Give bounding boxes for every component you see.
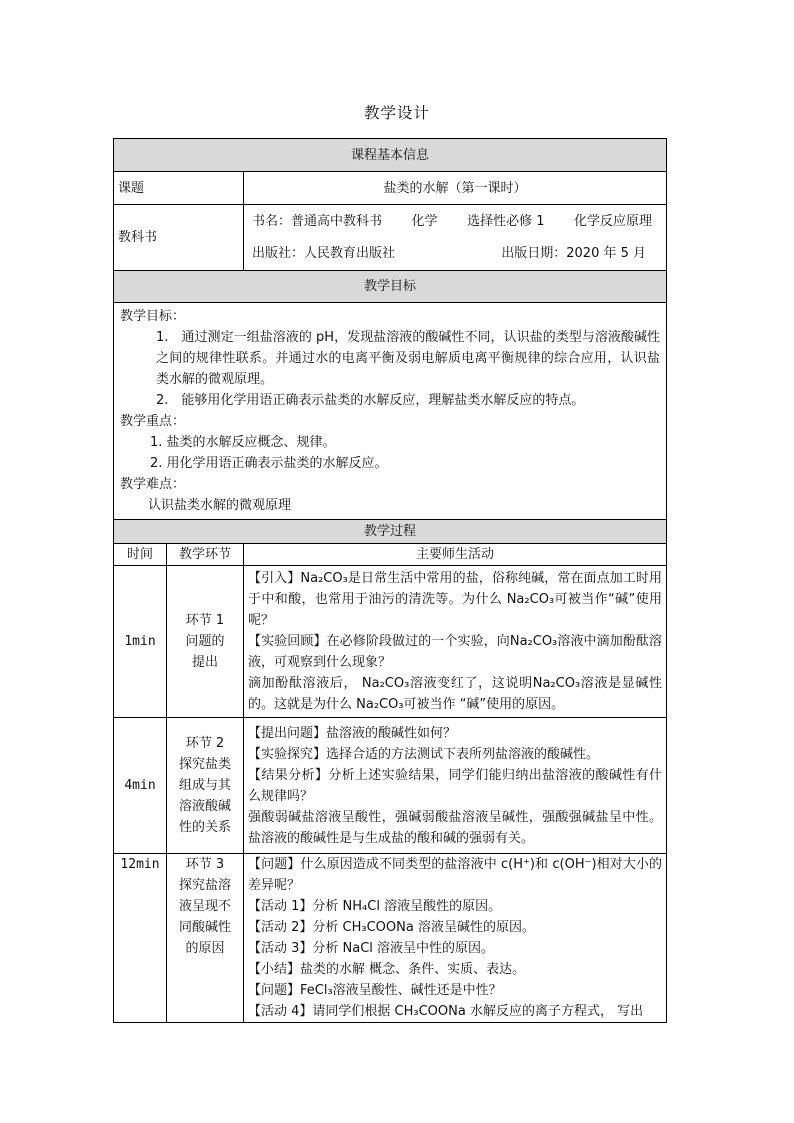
process-row [114,566,667,718]
process-time: 4min [114,718,167,854]
process-activity [244,854,667,1023]
book-subject: 化学 [411,213,438,229]
process-stage-text: 环节 1 问题的 提出 [185,613,225,670]
col-activity-header: 主要师生活动 [244,544,667,566]
activity-line: 【问题】什么原因造成不同类型的盐溶液中 c(H⁺)和 c(OH⁻)相对大小的差异呢？ [248,857,663,893]
difficulty-label: 教学难点： [120,477,186,492]
process-rows [114,566,667,1023]
activity-line: 【引入】Na₂CO₃是日常生活中常用的盐，俗称纯碱，常在面点加工时用于中和酸，也常用于油污的清洗等。为什么 Na₂CO₃可被当作“碱”使用呢？ [248,571,663,628]
difficulty-point-1: 认识盐类水解的微观原理 [148,498,292,513]
process-activity [244,566,667,718]
process-time: 1min [114,566,167,718]
book-publisher: 出版社：人民教育出版社 [252,245,396,261]
document-title: 教学设计 [363,104,430,122]
activity-line: 【提出问题】盐溶液的酸碱性如何？ [248,725,457,741]
activity-line: 【活动 4】请同学们根据 CH₃COONa 水解反应的离子方程式， 写出 [248,1004,644,1019]
process-row [114,718,667,854]
key-point-1: 1. 盐类的水解反应概念、规律。 [150,435,336,450]
key-label: 教学重点： [120,414,186,429]
activity-line: 【问题】FeCl₃溶液呈酸性、碱性还是中性？ [248,983,502,998]
col-stage-header: 教学环节 [167,544,244,566]
activity-line: 【结果分析】分析上述实验结果，同学们能归纳出盐溶液的酸碱性有什么规律吗？ [248,767,663,804]
goal-2: 2. 能够用化学用语正确表示盐类的水解反应，理解盐类水解反应的特点。 [156,393,585,408]
goal-1 [120,327,660,390]
process-header: 教学过程 [114,520,667,544]
topic-value: 盐类的水解（第一课时） [244,172,667,205]
book-pub-date: 出版日期：2020 年 5 月 [501,245,647,261]
goals-content [114,303,667,520]
textbook-details [244,205,667,271]
process-stage [167,718,244,854]
process-stage-text: 环节 3 探究盐溶 液呈现不 同酸碱性 的原因 [178,857,231,956]
lesson-plan-table [113,138,667,1023]
activity-line: 【实验回顾】在必修阶段做过的一个实验，向Na₂CO₃溶液中滴加酚酞溶液，可观察到什么现象？ [248,634,663,670]
book-name: 书名：普通高中教科书 [252,213,383,229]
activity-line: 【小结】盐类的水解 概念、条件、实质、表达。 [248,962,526,977]
col-time-header: 时间 [114,544,167,566]
process-stage-text: 环节 2 探究盐类 组成与其 溶液酸碱 性的关系 [178,736,231,835]
process-row [114,854,667,1023]
activity-line: 【实验探究】选择合适的方法测试下表所列盐溶液的酸碱性。 [248,746,600,762]
topic-label: 课题 [114,172,244,205]
activity-line: 【活动 3】分析 NaCl 溶液呈中性的原因。 [248,941,495,956]
activity-line: 【活动 1】分析 NH₄Cl 溶液呈酸性的原因。 [248,899,502,914]
activity-line: 【活动 2】分析 CH₃COONa 溶液呈碱性的原因。 [248,920,535,935]
process-time: 12min [114,854,167,1023]
process-stage [167,566,244,718]
goals-header: 教学目标 [114,271,667,303]
activity-line: 强酸弱碱盐溶液呈酸性，强碱弱酸盐溶液呈碱性，强酸强碱盐呈中性。盐溶液的酸碱性是与生成盐的酸和碱的强弱有关。 [248,809,663,846]
textbook-label: 教科书 [114,205,244,271]
goals-label: 教学目标： [120,309,186,324]
book-line-2 [248,238,662,270]
book-line-1 [248,206,662,238]
key-point-2: 2. 用化学用语正确表示盐类的水解反应。 [150,456,388,471]
process-stage [167,854,244,1023]
book-volume: 选择性必修 1 [467,213,545,229]
book-title: 化学反应原理 [573,213,652,229]
basic-info-header: 课程基本信息 [114,139,667,172]
process-activity [244,718,667,854]
goal-1-text: 1. 通过测定一组盐溶液的 pH，发现盐溶液的酸碱性不同，认识盐的类型与溶液酸碱性之间的规律性联系。并通过水的电离平衡及弱电解质电离平衡规律的综合应用，认识盐类水解的微观原理。 [156,330,661,387]
activity-line: 滴加酚酞溶液后， Na₂CO₃溶液变红了，这说明Na₂CO₃溶液是显碱性的。这就是为什么 Na₂CO₃可被当作 “碱”使用的原因。 [248,676,663,712]
